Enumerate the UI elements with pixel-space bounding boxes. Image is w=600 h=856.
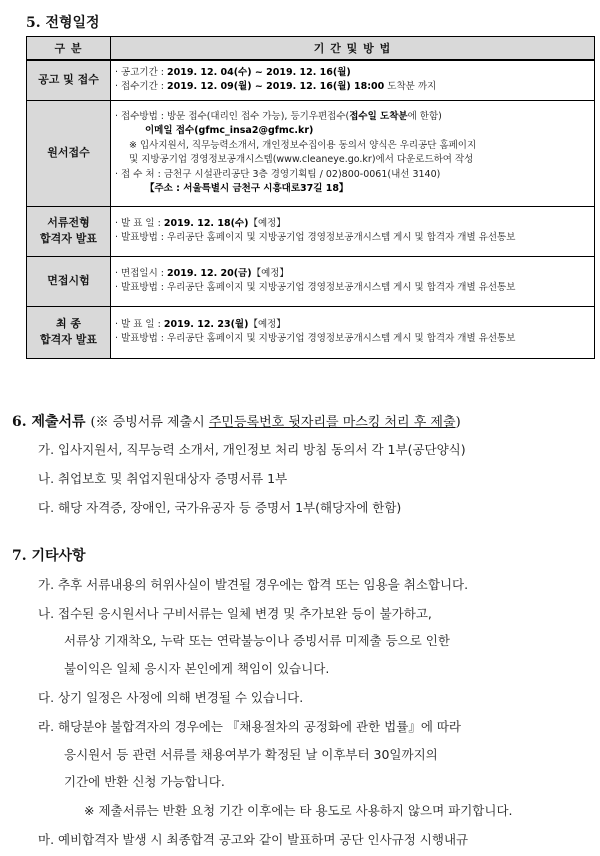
detail-line [115, 267, 590, 282]
detail-tail: 【예정】 [251, 267, 289, 279]
list-item: 불이익은 일체 응시자 본인에게 책임이 있습니다. [64, 661, 330, 676]
detail-tail: 우리공단 홈페이지 및 지방공기업 경영정보공개시스템 게시 및 합격자 개별 유선통보 [167, 333, 516, 344]
row-category [27, 306, 111, 358]
detail-value: 2019. 12. 20(금) [167, 267, 252, 279]
list-item: 서류상 기재착오, 누락 또는 연락불능이나 증빙서류 미제출 등으로 인한 [64, 633, 450, 648]
row-category: 면접시험 [27, 256, 111, 306]
table-row [27, 206, 595, 256]
list-item: 라. 해당분야 불합격자의 경우에는 『채용절차의 공정화에 관한 법률』에 따라 [38, 719, 462, 734]
detail-label: · 공고기간 : [115, 66, 167, 78]
row-details [111, 206, 595, 256]
list-item: 응시원서 등 관련 서류를 채용여부가 확정된 날 이후부터 30일까지의 [64, 747, 438, 762]
detail-text: 에 한함) [407, 110, 442, 122]
category-line: 합격자 발표 [40, 333, 97, 346]
header-details: 기 간 및 방 법 [111, 37, 595, 61]
section-5-title: 5. 전형일정 [26, 15, 100, 31]
list-item: 나. 취업보호 및 취업지원대상자 증명서류 1부 [38, 471, 288, 486]
detail-label: · 발 표 일 : [115, 217, 164, 229]
detail-line [115, 318, 590, 333]
detail-value: 2019. 12. 09(월) ~ 2019. 12. 16(월) 18:00 [167, 81, 385, 93]
detail-line [115, 231, 590, 246]
detail-line [115, 110, 590, 125]
table-row [27, 100, 595, 206]
category-line: 서류전형 [47, 216, 90, 229]
detail-label: · 발표방법 : [115, 282, 167, 293]
list-item: 다. 상기 일정은 사정에 의해 변경될 수 있습니다. [38, 690, 304, 705]
detail-tail: 【예정】 [248, 217, 286, 229]
list-item: 가. 추후 서류내용의 허위사실이 발견될 경우에는 합격 또는 임용을 취소합니다. [38, 577, 469, 592]
note-underlined: 주민등록번호 뒷자리를 마스킹 처리 후 제출 [208, 415, 456, 430]
note-text: (※ 증빙서류 제출시 [90, 415, 209, 430]
header-category: 구 분 [27, 37, 111, 61]
detail-line: · 접 수 처 : 금천구 시설관리공단 3층 경영기획팀 / 02)800-0061(내선 3140) [115, 168, 441, 180]
table-row [27, 256, 595, 306]
detail-label: · 면접일시 : [115, 267, 167, 279]
table-row [27, 306, 595, 358]
detail-tail: 【예정】 [248, 318, 286, 330]
category-line: 합격자 발표 [40, 232, 97, 245]
row-category: 공고 및 접수 [27, 60, 111, 100]
detail-tail: 우리공단 홈페이지 및 지방공기업 경영정보공개시스템 게시 및 합격자 개별 유선통보 [167, 282, 516, 293]
detail-label: · 발표방법 : [115, 333, 167, 344]
list-item: 다. 해당 자격증, 장애인, 국가유공자 등 증명서 1부(해당자에 한함) [38, 500, 402, 515]
row-details [111, 306, 595, 358]
detail-line [115, 217, 590, 232]
detail-emphasis: 접수일 도착분 [349, 110, 408, 122]
row-details [111, 100, 595, 206]
schedule-table-header [27, 37, 595, 61]
detail-line [115, 332, 590, 347]
detail-line: 및 지방공기업 경영정보공개시스템(www.cleaneye.go.kr)에서 다운로드하여 작성 [129, 154, 474, 165]
note-text: ) [455, 415, 461, 430]
list-item: 나. 접수된 응시원서나 구비서류는 일체 변경 및 추가보완 등이 불가하고, [38, 606, 432, 621]
section-6-note [90, 415, 460, 430]
category-line: 최 종 [55, 317, 82, 330]
list-item: 마. 예비합격자 발생 시 최종합격 공고와 같이 발표하며 공단 인사규정 시행내규 [38, 832, 469, 847]
row-category [27, 206, 111, 256]
section-7-title: 7. 기타사항 [12, 548, 86, 564]
detail-line [115, 281, 590, 296]
section-6-title: 6. 제출서류 [12, 414, 86, 430]
row-details [111, 256, 595, 306]
table-row [27, 60, 595, 100]
list-item: 가. 입사지원서, 직무능력 소개서, 개인정보 처리 방침 동의서 각 1부(공단양식) [38, 442, 466, 457]
detail-label: · 발 표 일 : [115, 318, 164, 330]
list-item: ※ 제출서류는 반환 요청 기간 이후에는 타 용도로 사용하지 않으며 파기합니다. [84, 803, 513, 818]
schedule-table [26, 36, 595, 359]
detail-tail: 우리공단 홈페이지 및 지방공기업 경영정보공개시스템 게시 및 합격자 개별 유선통보 [167, 232, 516, 243]
detail-line [115, 66, 590, 81]
detail-line [115, 80, 590, 95]
address-line: 【주소 : 서울특별시 금천구 시흥대로37길 18】 [145, 183, 349, 194]
detail-value: 2019. 12. 04(수) ~ 2019. 12. 16(월) [167, 66, 351, 78]
detail-label: · 발표방법 : [115, 232, 167, 243]
row-category: 원서접수 [27, 100, 111, 206]
list-item: 기간에 반환 신청 가능합니다. [64, 774, 225, 789]
detail-line: ※ 입사지원서, 직무능력소개서, 개인정보수집이용 동의서 양식은 우리공단 홈페이지 [129, 139, 477, 151]
detail-tail: 도착분 까지 [384, 81, 437, 93]
detail-label: · 접수기간 : [115, 81, 167, 93]
row-details [111, 60, 595, 100]
detail-value: 2019. 12. 18(수) [163, 217, 249, 229]
detail-text: · 접수방법 : 방문 접수(대리인 접수 가능), 등기우편접수( [115, 110, 350, 122]
email-line: 이메일 접수(gfmc_insa2@gfmc.kr) [145, 125, 314, 136]
detail-value: 2019. 12. 23(월) [163, 318, 249, 330]
section-6-heading [12, 411, 461, 431]
